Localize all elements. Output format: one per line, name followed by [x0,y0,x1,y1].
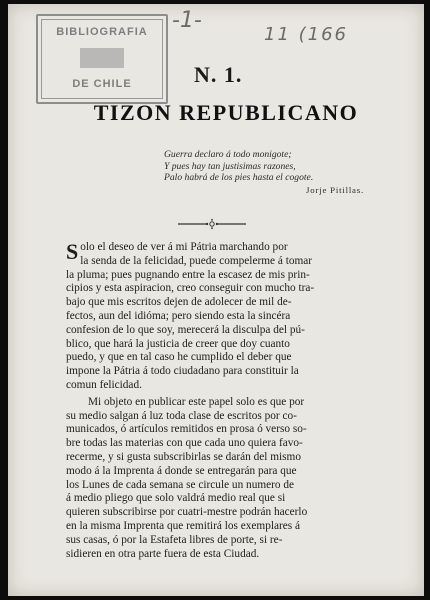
text-line: bajo que mis escritos dejen de adolecer de mil de- [66,296,292,309]
paragraph-2 [66,396,366,562]
stamp-bottom-text: DE CHILE [72,78,132,90]
epigraph-line: Guerra declaro á todo monigote; [164,149,292,160]
text-line: comun felicidad. [66,378,142,391]
text-line: puedo, y que en tal caso he cumplido el deber que [66,351,292,364]
stamp-emblem [80,48,124,68]
text-line: municados, ó artículos remitidos en prosa ó verso so- [66,423,307,436]
ornamental-divider [176,218,248,230]
text-line: su medio salgan á luz toda clase de escritos por co- [66,409,297,422]
text-line: quieren subscribirse por cuatri-mestre podrán hacerlo [66,506,308,519]
text-line: Mi objeto en publicar este papel solo es que por [88,395,305,408]
epigraph-line: Palo habrá de los pies hasta el cogote. [164,172,314,183]
text-line: fectos, aun del idióma; pero siendo esta la sincéra [66,309,291,322]
epigraph-author: Jorje Pitillas. [306,184,364,195]
document-page [8,4,424,596]
text-line: á medio pliego que solo valdrá medio real que si [66,492,286,505]
issue-number: N. 1. [194,62,243,87]
text-line: recerme, y si gusta subscribirlas se darán del mismo [66,450,301,463]
text-line: modo á la Imprenta á donde se entregarán para que [66,464,297,477]
text-line: olo el deseo de ver á mi Pátria marchando por [80,241,288,253]
library-stamp [36,14,168,104]
text-line: la pluma; pues pugnando entre la escasez de mis prin- [66,268,310,281]
text-line: en la misma Imprenta que remitirá los exemplares á [66,519,301,532]
text-line: confesion de lo que soy, merecerá la disculpa del pú- [66,323,305,336]
text-line: blico, que hará la justicia de creer que doy cuanto [66,337,290,350]
pencil-annotation-1: -1- [172,8,202,33]
text-line: impone la Pátria á todo ciudadano para constituir la [66,365,299,378]
text-line: sidieren en otra parte fuera de esta Ciudad. [66,547,260,560]
drop-cap: S [66,239,79,264]
stamp-top-text: BIBLIOGRAFIA [56,26,148,38]
text-line: cipios y esta aspiracion, creo conseguir con mucho tra- [66,282,315,295]
text-line: la senda de la felicidad, puede compelerme á tomar [80,254,313,267]
body-text [66,241,366,561]
text-line: sus casas, ó por la Estafeta libres de porte, si re- [66,533,283,546]
text-line: los Lunes de cada semana se circule un numero de [66,478,295,491]
page-title: TIZON REPUBLICANO [93,100,359,125]
text-line: bre todas las materias con que cada uno quiera favo- [66,437,303,450]
paragraph-1 [66,241,366,393]
epigraph-line: Y pues hay tan justisimas razones, [164,160,296,172]
pencil-annotation-2: 11 (166 [264,24,349,45]
epigraph [164,149,364,196]
